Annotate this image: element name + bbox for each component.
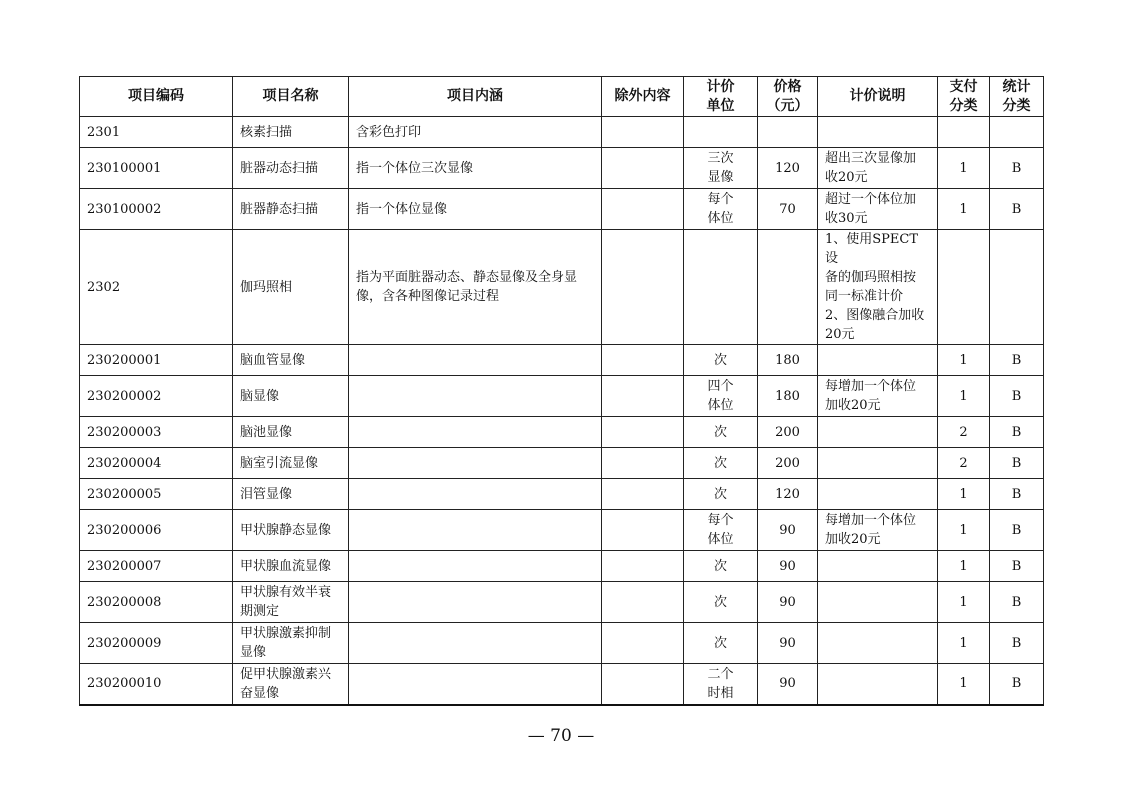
- cell-code: 230200008: [80, 582, 233, 623]
- cell-unit: 次: [684, 582, 758, 623]
- cell-content: [349, 664, 602, 705]
- cell-code: 2302: [80, 230, 233, 345]
- header-price: 价格 （元）: [758, 77, 818, 117]
- cell-pay: [938, 230, 990, 345]
- cell-price: 90: [758, 664, 818, 705]
- table-row: [80, 376, 1044, 417]
- cell-content: [349, 510, 602, 551]
- cell-exclude: [602, 551, 684, 582]
- table-row: [80, 417, 1044, 448]
- cell-pay: 1: [938, 376, 990, 417]
- cell-pay: [938, 117, 990, 148]
- header-unit: 计价 单位: [684, 77, 758, 117]
- cell-price: 90: [758, 623, 818, 664]
- cell-exclude: [602, 623, 684, 664]
- table-row: [80, 345, 1044, 376]
- cell-exclude: [602, 345, 684, 376]
- cell-exclude: [602, 582, 684, 623]
- cell-unit: 次: [684, 417, 758, 448]
- header-row: [80, 77, 1044, 117]
- cell-stat: B: [990, 148, 1044, 189]
- cell-code: 230100002: [80, 189, 233, 230]
- cell-name: 伽玛照相: [233, 230, 349, 345]
- cell-price: 200: [758, 417, 818, 448]
- cell-name: 脑池显像: [233, 417, 349, 448]
- cell-unit: [684, 117, 758, 148]
- cell-stat: B: [990, 448, 1044, 479]
- cell-content: 指为平面脏器动态、静态显像及全身显 像，含各种图像记录过程: [349, 230, 602, 345]
- cell-unit: 次: [684, 448, 758, 479]
- table-row: [80, 582, 1044, 623]
- cell-exclude: [602, 117, 684, 148]
- cell-exclude: [602, 230, 684, 345]
- cell-name: 核素扫描: [233, 117, 349, 148]
- cell-name: 甲状腺激素抑制 显像: [233, 623, 349, 664]
- cell-note: [818, 345, 938, 376]
- cell-note: [818, 417, 938, 448]
- cell-code: 230200002: [80, 376, 233, 417]
- cell-name: 脏器静态扫描: [233, 189, 349, 230]
- cell-pay: 1: [938, 148, 990, 189]
- cell-stat: B: [990, 582, 1044, 623]
- cell-name: 脑室引流显像: [233, 448, 349, 479]
- cell-price: 200: [758, 448, 818, 479]
- cell-note: 每增加一个体位 加收20元: [818, 510, 938, 551]
- table-row: [80, 230, 1044, 345]
- cell-content: 指一个体位三次显像: [349, 148, 602, 189]
- cell-unit: 次: [684, 551, 758, 582]
- cell-note: [818, 664, 938, 705]
- cell-stat: B: [990, 376, 1044, 417]
- cell-name: 甲状腺血流显像: [233, 551, 349, 582]
- cell-name: 脏器动态扫描: [233, 148, 349, 189]
- cell-note: [818, 117, 938, 148]
- cell-name: 甲状腺有效半衰 期测定: [233, 582, 349, 623]
- cell-content: 含彩色打印: [349, 117, 602, 148]
- cell-pay: 1: [938, 510, 990, 551]
- cell-name: 泪管显像: [233, 479, 349, 510]
- header-stat: 统计 分类: [990, 77, 1044, 117]
- cell-name: 脑显像: [233, 376, 349, 417]
- cell-unit: 次: [684, 345, 758, 376]
- cell-code: 230200009: [80, 623, 233, 664]
- page-number: — 70 —: [527, 726, 595, 746]
- cell-note: [818, 623, 938, 664]
- table-row: [80, 189, 1044, 230]
- cell-code: 230200005: [80, 479, 233, 510]
- cell-price: 70: [758, 189, 818, 230]
- cell-note: [818, 582, 938, 623]
- cell-pay: 1: [938, 479, 990, 510]
- cell-pay: 2: [938, 417, 990, 448]
- cell-unit: 三次 显像: [684, 148, 758, 189]
- cell-price: [758, 230, 818, 345]
- cell-price: 90: [758, 551, 818, 582]
- cell-exclude: [602, 189, 684, 230]
- cell-note: [818, 479, 938, 510]
- cell-code: 230200003: [80, 417, 233, 448]
- cell-code: 230200006: [80, 510, 233, 551]
- cell-stat: B: [990, 345, 1044, 376]
- header-name: 项目名称: [233, 77, 349, 117]
- cell-price: 180: [758, 376, 818, 417]
- cell-content: [349, 479, 602, 510]
- cell-stat: B: [990, 510, 1044, 551]
- cell-note: 每增加一个体位 加收20元: [818, 376, 938, 417]
- cell-stat: B: [990, 189, 1044, 230]
- header-pay: 支付 分类: [938, 77, 990, 117]
- cell-pay: 1: [938, 189, 990, 230]
- header-note: 计价说明: [818, 77, 938, 117]
- cell-code: 230100001: [80, 148, 233, 189]
- cell-stat: B: [990, 664, 1044, 705]
- cell-exclude: [602, 510, 684, 551]
- cell-pay: 1: [938, 551, 990, 582]
- cell-content: [349, 448, 602, 479]
- cell-content: [349, 417, 602, 448]
- cell-unit: 次: [684, 623, 758, 664]
- cell-note: 1、使用SPECT设 备的伽玛照相按 同一标准计价 2、图像融合加收 20元: [818, 230, 938, 345]
- cell-exclude: [602, 417, 684, 448]
- cell-name: 脑血管显像: [233, 345, 349, 376]
- cell-exclude: [602, 376, 684, 417]
- table-row: [80, 510, 1044, 551]
- cell-exclude: [602, 148, 684, 189]
- cell-content: [349, 582, 602, 623]
- cell-price: 120: [758, 479, 818, 510]
- cell-exclude: [602, 479, 684, 510]
- cell-note: 超出三次显像加 收20元: [818, 148, 938, 189]
- cell-price: 90: [758, 510, 818, 551]
- table-row: [80, 623, 1044, 664]
- cell-exclude: [602, 664, 684, 705]
- cell-name: 甲状腺静态显像: [233, 510, 349, 551]
- cell-unit: 四个 体位: [684, 376, 758, 417]
- cell-price: 120: [758, 148, 818, 189]
- cell-content: [349, 551, 602, 582]
- cell-content: [349, 345, 602, 376]
- cell-name: 促甲状腺激素兴 奋显像: [233, 664, 349, 705]
- cell-stat: B: [990, 623, 1044, 664]
- cell-content: [349, 376, 602, 417]
- cell-pay: 1: [938, 582, 990, 623]
- header-exclude: 除外内容: [602, 77, 684, 117]
- cell-stat: B: [990, 551, 1044, 582]
- cell-note: [818, 551, 938, 582]
- cell-note: 超过一个体位加 收30元: [818, 189, 938, 230]
- header-content: 项目内涵: [349, 77, 602, 117]
- cell-stat: B: [990, 479, 1044, 510]
- cell-code: 2301: [80, 117, 233, 148]
- cell-stat: [990, 230, 1044, 345]
- cell-stat: [990, 117, 1044, 148]
- cell-price: [758, 117, 818, 148]
- cell-pay: 1: [938, 345, 990, 376]
- table-row: [80, 479, 1044, 510]
- cell-unit: [684, 230, 758, 345]
- cell-code: 230200004: [80, 448, 233, 479]
- cell-pay: 1: [938, 623, 990, 664]
- cell-price: 180: [758, 345, 818, 376]
- cell-unit: 次: [684, 479, 758, 510]
- cell-code: 230200007: [80, 551, 233, 582]
- cell-code: 230200001: [80, 345, 233, 376]
- cell-unit: 二个 时相: [684, 664, 758, 705]
- table-row: [80, 117, 1044, 148]
- cell-note: [818, 448, 938, 479]
- table-row: [80, 148, 1044, 189]
- cell-unit: 每个 体位: [684, 510, 758, 551]
- cell-content: 指一个体位显像: [349, 189, 602, 230]
- cell-exclude: [602, 448, 684, 479]
- cell-content: [349, 623, 602, 664]
- table-row: [80, 448, 1044, 479]
- cell-stat: B: [990, 417, 1044, 448]
- cell-code: 230200010: [80, 664, 233, 705]
- cell-price: 90: [758, 582, 818, 623]
- table-row: [80, 551, 1044, 582]
- header-code: 项目编码: [80, 77, 233, 117]
- cell-unit: 每个 体位: [684, 189, 758, 230]
- cell-pay: 2: [938, 448, 990, 479]
- table-row: [80, 664, 1044, 705]
- cell-pay: 1: [938, 664, 990, 705]
- price-table: [79, 76, 1044, 706]
